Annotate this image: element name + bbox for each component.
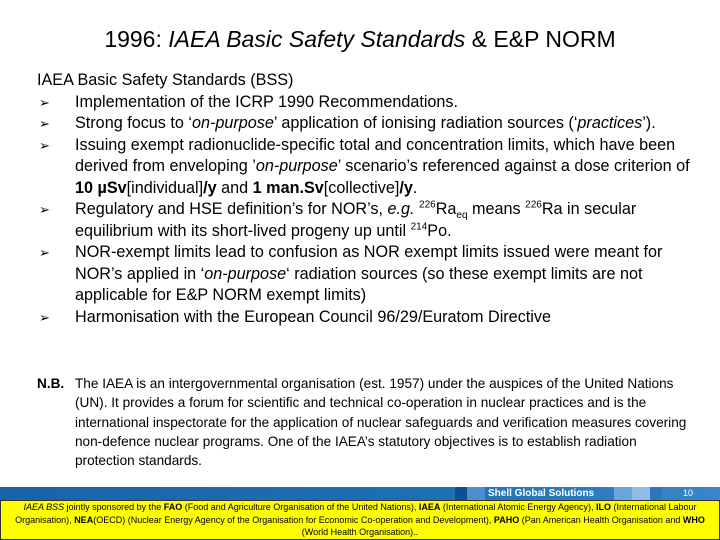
slide-title bbox=[0, 26, 720, 53]
text-segment: 10 µSv bbox=[75, 178, 127, 197]
text-segment: IAEA Basic Safety Standards bbox=[168, 26, 466, 52]
text-segment: and bbox=[216, 178, 253, 197]
arrow-bullet-icon: ➢ bbox=[39, 137, 50, 153]
text-segment: Strong focus to ‘ bbox=[75, 114, 192, 132]
text-segment: Ra bbox=[435, 200, 457, 218]
footer-note bbox=[0, 500, 720, 540]
text-segment: means bbox=[467, 200, 526, 218]
bullet-item bbox=[37, 135, 697, 200]
bullet-item bbox=[37, 92, 697, 114]
footer-band bbox=[0, 487, 720, 500]
text-segment: eq bbox=[456, 210, 468, 222]
bullet-list bbox=[37, 92, 697, 329]
text-segment: /y bbox=[399, 178, 413, 197]
text-segment: ’ application of ionising radiation sources (‘ bbox=[273, 114, 578, 132]
text-segment: . bbox=[412, 178, 418, 197]
text-segment: on-purpose bbox=[255, 157, 338, 175]
text-segment: Implementation of the ICRP 1990 Recommendations. bbox=[75, 92, 459, 111]
arrow-bullet-icon: ➢ bbox=[39, 245, 50, 260]
slide-body bbox=[37, 70, 697, 328]
text-segment: NEA bbox=[74, 514, 94, 525]
text-segment: ILO bbox=[595, 502, 611, 512]
text-segment: /y bbox=[203, 178, 217, 197]
text-segment: 1996: bbox=[104, 26, 169, 52]
text-segment: [collective] bbox=[323, 178, 400, 197]
text-segment: IAEA bbox=[418, 502, 441, 512]
text-segment: [individual] bbox=[126, 178, 204, 197]
bullet-item bbox=[37, 113, 697, 135]
brand-logo-text: Shell Global Solutions bbox=[488, 488, 595, 499]
section-heading: IAEA Basic Safety Standards (BSS) bbox=[37, 71, 294, 89]
arrow-bullet-icon: ➢ bbox=[39, 309, 50, 325]
text-segment: FAO bbox=[163, 502, 183, 512]
arrow-bullet-icon: ➢ bbox=[39, 94, 50, 110]
text-segment: ’ scenario’s referenced against a dose criterion of bbox=[337, 157, 690, 175]
text-segment: Ra in secular equilibrium with its short-lived progeny up until bbox=[75, 200, 637, 240]
text-segment: e.g. bbox=[387, 200, 415, 218]
text-segment: IAEA BSS bbox=[23, 502, 65, 512]
text-segment: (World Health Organisation).. bbox=[301, 527, 419, 537]
text-segment: practices bbox=[577, 114, 643, 132]
text-segment: (International Atomic Energy Agency), bbox=[440, 502, 596, 512]
text-segment: Harmonisation with the European Council 96/29/Euratom Directive bbox=[75, 307, 551, 326]
text-segment: jointly sponsored by the bbox=[64, 502, 164, 512]
text-segment: Po. bbox=[427, 221, 452, 240]
text-segment: (Pan American Health Organisation and bbox=[519, 514, 683, 525]
arrow-bullet-icon: ➢ bbox=[39, 202, 50, 217]
text-segment: (International Labour Organisation), bbox=[15, 502, 697, 525]
bullet-item bbox=[37, 307, 697, 329]
nb-label: N.B. bbox=[37, 376, 65, 391]
bullet-item bbox=[37, 199, 697, 242]
text-segment: PAHO bbox=[493, 514, 520, 525]
nb-note bbox=[37, 374, 687, 470]
text-segment: on-purpose bbox=[204, 264, 287, 283]
text-segment: NOR-exempt limits lead to confusion as NOR exempt limits issued were meant for NOR’s applied in ‘ bbox=[75, 243, 663, 283]
page-number: 10 bbox=[683, 488, 694, 498]
text-segment: on-purpose bbox=[191, 114, 274, 132]
text-segment: Issuing exempt radionuclide-specific total and concentration limits, which have been derived from enveloping ’ bbox=[75, 135, 676, 175]
text-segment: (Food and Agriculture Organisation of the United Nations), bbox=[182, 502, 419, 512]
bullet-item bbox=[37, 242, 697, 307]
text-segment: ‘ radiation sources (so these exempt limits are not applicable for E&P NORM exempt limits) bbox=[75, 264, 643, 304]
text-segment: 214 bbox=[410, 221, 428, 233]
text-segment: & E&P NORM bbox=[465, 26, 616, 52]
text-segment: 1 man.Sv bbox=[252, 178, 324, 197]
nb-text: The IAEA is an intergovernmental organisation (est. 1957) under the auspices of the United Nations (UN). It provides a forum for scientific and technical co-operation in nuclear practices and is the international inspectorate for the application of nuclear safeguards and verification measures covering non-defence nuclear programs. One of the IAEA’s statutory objectives is to establish radiation protection standards. bbox=[75, 376, 687, 469]
text-segment: 226 bbox=[419, 199, 436, 211]
text-segment: ’). bbox=[642, 114, 656, 132]
arrow-bullet-icon: ➢ bbox=[39, 116, 50, 131]
text-segment: Regulatory and HSE definition’s for NOR’s, bbox=[75, 200, 388, 218]
text-segment: WHO bbox=[682, 514, 705, 525]
text-segment: 226 bbox=[525, 199, 542, 211]
text-segment: (OECD) (Nuclear Energy Agency of the Organisation for Economic Co-operation and Development), bbox=[93, 514, 494, 525]
